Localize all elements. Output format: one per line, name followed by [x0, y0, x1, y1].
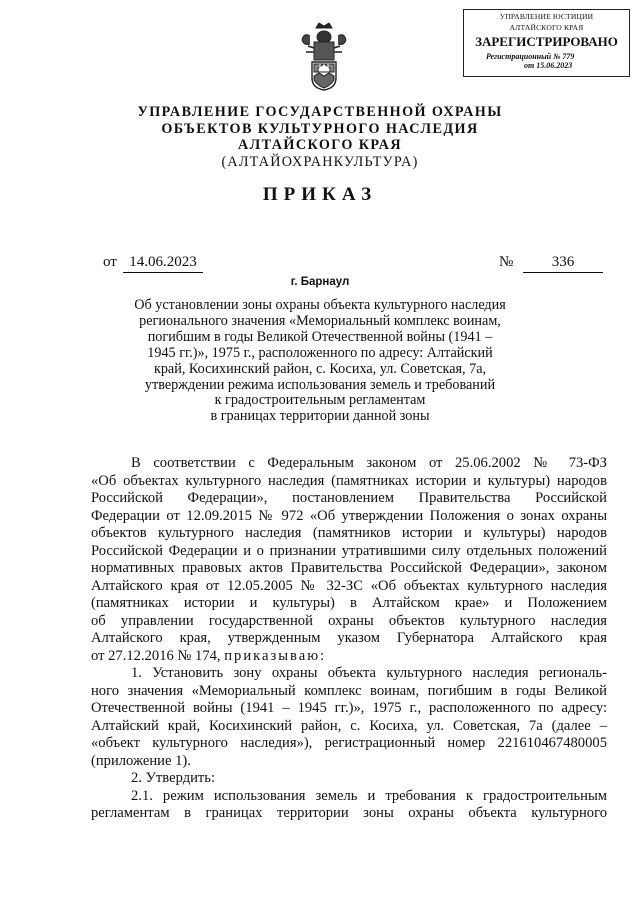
- item1-line: ного значения «Мемориальный комплекс воинам, погибшим в годы Великой: [91, 682, 607, 699]
- preamble-line: Российской Федерации», постановлением Правительства Российской: [91, 490, 607, 506]
- item1-line: Отечественной войны (1941 – 1945 гг.)», 1975 г., расположенного по адресу:: [91, 700, 607, 716]
- subject-line: 1945 гг.)», 1975 г., расположенного по адресу: Алтайский: [147, 344, 493, 361]
- stamp-reg-date: от 15.06.2023: [524, 61, 573, 70]
- organization-header: [100, 104, 540, 170]
- number-sign: №: [499, 254, 514, 270]
- header-short-name: (АЛТАЙОХРАНКУЛЬТУРА): [221, 153, 419, 170]
- stamp-reg-number: Регистрационный № 779: [486, 52, 575, 61]
- date-prefix: от: [103, 254, 117, 270]
- item1-line: «объект культурного наследия»), регистрационный номер 221610467480005: [91, 735, 607, 751]
- preamble-line: Алтайского края, утвержденным указом Губернатора Алтайского края: [91, 630, 607, 646]
- order-word: приказываю:: [224, 647, 327, 664]
- item2-1-line: 2.1. режим использования земель и требования к градостроительным: [131, 787, 607, 804]
- preamble-line: об управлении государственной охраны объектов культурного наследия: [91, 612, 607, 629]
- subject-line: край, Косихинский район, с. Косиха, ул. Советская, 7а,: [153, 360, 487, 377]
- item1-line: (приложение 1).: [91, 752, 191, 769]
- altai-krai-coat-of-arms-icon: [300, 20, 348, 94]
- subject-line: Об установлении зоны охраны объекта культурного наследия: [134, 297, 506, 313]
- document-body: [91, 455, 607, 823]
- preamble-line: Федерации от 12.09.2015 № 972 «Об утверждении Положения о зонах охраны: [91, 507, 607, 524]
- item1-line: Алтайский край, Косихинский район, с. Косиха, ул. Советская, 7а (далее –: [91, 717, 607, 734]
- document-date: 14.06.2023: [123, 254, 203, 273]
- subject-line: в границах территории данной зоны: [210, 408, 430, 425]
- subject-line: регионального значения «Мемориальный комплекс воинам,: [139, 312, 501, 329]
- header-line1: УПРАВЛЕНИЕ ГОСУДАРСТВЕННОЙ ОХРАНЫ: [137, 104, 503, 120]
- item1-line: 1. Установить зону охраны объекта культурного наследия региональ-: [131, 665, 607, 681]
- document-subject: [126, 298, 514, 425]
- subject-line: утверждении режима использования земель и требований: [144, 376, 496, 393]
- preamble-line: В соответствии с Федеральным законом от 25.06.2002 № 73-ФЗ: [131, 455, 607, 471]
- document-number: 336: [523, 254, 603, 273]
- item2-1-line: регламентам в границах территории зоны охраны объекта культурного: [91, 805, 607, 821]
- preamble-line: нормативных правовых актов Правительства Российской Федерации», законом: [91, 560, 607, 576]
- stamp-org-line2: АЛТАЙСКОГО КРАЯ: [509, 23, 584, 32]
- stamp-registered: ЗАРЕГИСТРИРОВАНО: [475, 34, 618, 49]
- header-line2: ОБЪЕКТОВ КУЛЬТУРНОГО НАСЛЕДИЯ: [161, 120, 479, 137]
- preamble-last-prefix: от 27.12.2016 № 174,: [91, 647, 221, 664]
- preamble-last-line: [91, 648, 607, 666]
- preamble-line: Российской Федерации и о признании утратившими силу отдельных положений: [91, 542, 607, 559]
- subject-line: погибшим в годы Великой Отечественной войны (1941 –: [147, 328, 493, 345]
- subject-line: к градостроительным регламентам: [214, 392, 426, 409]
- document-type-title: ПРИКАЗ: [262, 184, 378, 205]
- stamp-org-line1: УПРАВЛЕНИЕ ЮСТИЦИИ: [499, 12, 594, 21]
- header-line3: АЛТАЙСКОГО КРАЯ: [238, 137, 402, 153]
- registration-stamp: [463, 9, 630, 77]
- preamble-line: (памятниках истории и культуры) в Алтайском крае» и Положением: [91, 595, 607, 611]
- city: г. Барнаул: [290, 276, 350, 288]
- item2-line: 2. Утвердить:: [131, 770, 216, 786]
- preamble-line: Алтайского края от 12.05.2005 № 32-ЗС «Об объектах культурного наследия: [91, 577, 607, 594]
- preamble-line: объектов культурного наследия (памятников истории и культуры) народов: [91, 525, 607, 541]
- preamble-line: «Об объектах культурного наследия (памятниках истории и культуры) народов: [91, 472, 607, 489]
